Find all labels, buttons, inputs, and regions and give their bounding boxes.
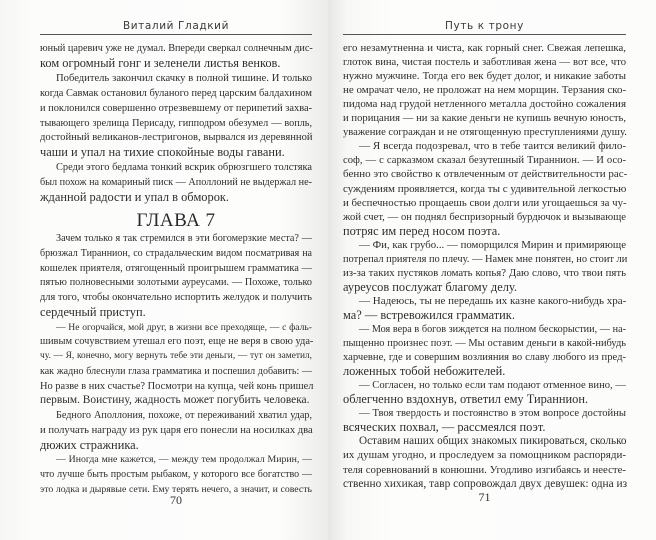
text-line: пидома над грудой нетленного металла достойно сожаления	[343, 98, 626, 111]
text-line: для того, чтобы окончательно испортить желудок и получить	[40, 292, 312, 303]
text-line: достойный великанов-лестригонов, вырвался из деревянной	[40, 132, 313, 144]
text-line: был похож на комариный писк — Аполлоний не выдержал не-	[40, 177, 312, 189]
text-line: — Моя вера в богов зиждется на полном бескорыстии, — на-	[359, 324, 626, 335]
text-line: кошелек приятеля, отягощенный проигрышем грамматика —	[40, 262, 312, 274]
text-line: шивым сочувствием утешал его поэт, еще не веря в свою уда-	[40, 336, 314, 348]
text-line: не омрачат чело, не проложат на нем морщин. Терзания ско-	[343, 84, 627, 97]
text-line: суждениям проявляется, когда ты с удивительной легкостью	[343, 182, 627, 195]
text-line: чу. — Я, конечно, могу вернуть тебе эти деньги, — тут он заметил,	[40, 351, 312, 361]
text-line: потрепал приятеля по плечу. — Намек мне понятен, но стоит ли	[343, 253, 628, 265]
text-line: — Не огорчайся, мой друг, в жизни все преходяще, — с фаль-	[56, 321, 312, 333]
running-head-author: Виталий Гладкий	[122, 20, 230, 32]
text-line: когда Савмак остановил буланого перед царским балдахином	[40, 87, 312, 99]
text-line: облегченно вздохнув, ответил ему Тираннион.	[343, 392, 589, 407]
text-line: — Надеюсь, ты не передашь их казне какого-нибудь хра-	[359, 294, 627, 307]
text-line: чаши и упал на тихие спокойные воды гавани.	[40, 145, 285, 160]
text-line: ложенных тобой небожителей.	[343, 364, 506, 379]
text-line: Но разве в них счастье? Посмотри на купца, чей конь пришел	[40, 380, 314, 392]
text-line: юный царевич уже не думал. Впереди сверкал солнечным дис-	[40, 43, 313, 54]
text-line: ауреусов послужат благому делу.	[343, 279, 517, 294]
text-line: жой счет, — он поднял беспризорный бурдючок и вызывающе	[343, 211, 626, 223]
text-line: и порицания — ни за какие деньги не купишь вечную юность,	[343, 113, 626, 125]
running-head-title: Путь к трону	[445, 20, 524, 32]
header-rule	[343, 34, 626, 35]
text-line: его незамутненна и чиста, как горный снег. Свежая лепешка,	[343, 42, 626, 54]
text-line: — Твоя твердость и постоянство в этом вопросе достойны	[359, 408, 626, 420]
text-line: соф, — с сарказмом сказал безутешный Тираннион. — И осо-	[343, 155, 626, 167]
text-line: — Фи, как грубо... — поморщился Мирин и примиряюще	[359, 238, 626, 251]
text-line: тывающего зрелища Перисаду, гипподром обезумел — вопль,	[40, 117, 312, 129]
text-line: ком огромный гонг и зеленели листья венков.	[40, 55, 281, 70]
text-line: брюзжал Тираннион, со страдальческим видом посматривая на	[40, 247, 312, 259]
text-line: глоток вина, чистая постель и заботливая жена — вот все, что	[343, 57, 626, 69]
chapter-title: ГЛАВА 7	[136, 210, 216, 231]
text-line: первым. Воистину, жадность может погубить человека.	[40, 394, 310, 407]
text-line: ственно хихикая, тавр сопровождал двух девушек: одна из	[343, 477, 628, 490]
text-line: и поклонился совершенно отрезвевшему от перипетий захва-	[40, 102, 313, 114]
text-line: бенно это свойство к отвлеченным от действительности рас-	[343, 168, 628, 181]
page-number: 71	[478, 490, 491, 504]
text-line: уважение сограждан и не отягощенную преступлениями душу.	[343, 127, 627, 139]
text-line: харчевне, где и совершим возлияния во славу любого из пред-	[343, 352, 626, 364]
text-line: — Согласен, но только если там подают отменное вино, —	[359, 380, 626, 392]
text-line: теля соревнований в конюшни. Угодливо изгибаясь и неесте-	[343, 463, 626, 476]
text-line: потряс им перед носом поэта.	[343, 223, 501, 238]
text-line: пятью полновесными золотыми ауреусами. — Похоже, только	[40, 277, 312, 289]
text-line: пыщенно произнес поэт. — Мы оставим деньги в какой-нибудь	[343, 338, 626, 350]
text-line: как жадно блеснули глаза грамматика и поспешил добавить: —	[40, 365, 312, 377]
text-line: Зачем только я так стремился в эти богомерзкие места? —	[56, 233, 312, 244]
text-line: нужно мужчине. Тогда его век будет долог, и никакие заботы	[343, 70, 626, 83]
text-line: и получать награду из рук царя его понесли на носилках два	[40, 424, 313, 436]
text-line: — Я всегда подозревал, что в тебе таится великий фило-	[359, 140, 626, 153]
text-line: — Иногда мне кажется, — между тем продолжал Мирин, —	[56, 454, 312, 466]
text-line: Оставим наших общих знакомых пикироваться, сколько	[359, 435, 627, 448]
text-line: это лодка и дырявые сети. Ему терять нечего, а значит, и совесть	[40, 483, 312, 495]
text-line: что лучше быть простым рыбаком, у которого все богатство —	[40, 469, 312, 480]
text-line: Бедного Аполлония, похоже, от переживаний хватил удар,	[56, 410, 312, 421]
text-line: и беспечностью прощаешь свои долги или угощаешься за чу-	[343, 196, 627, 209]
text-line: из-за таких пустяков ломать копья? Даю слово, что твои пять	[343, 266, 626, 279]
text-line: ма? — встревожился грамматик.	[343, 307, 515, 322]
header-rule	[40, 34, 312, 35]
right-page	[328, 0, 656, 540]
page-number: 70	[170, 493, 182, 507]
text-line: их душам угодно, и проследуем за помощником распоряди-	[343, 449, 626, 462]
text-line: всяческих похвал, — рассмеялся поэт.	[343, 420, 546, 435]
text-line: сердечный приступ.	[40, 304, 146, 319]
text-line: Победитель закончил скачку в полной тишине. И только	[56, 72, 312, 84]
text-line: дюжих стражника.	[40, 437, 139, 452]
text-line: жданной радости и упал в обморок.	[40, 190, 230, 204]
text-line: Среди этого бедлама тонкий вскрик обрюзгшего толстяка	[56, 162, 312, 174]
